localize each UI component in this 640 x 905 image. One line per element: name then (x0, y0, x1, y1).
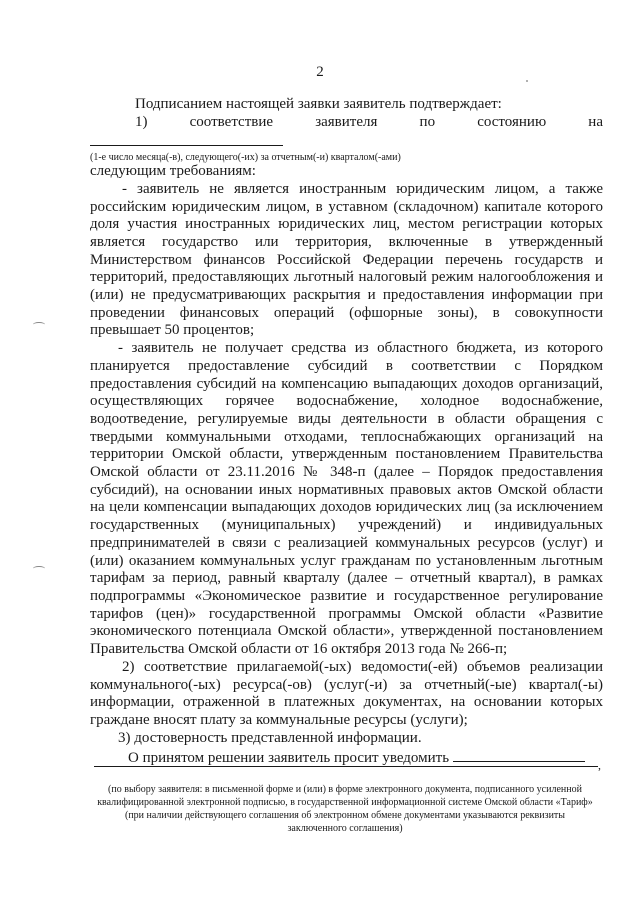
notify-method-caption: (по выбору заявителя: в письменной форме и (или) в форме электронного документа, подписанного усиленной квалифицированной электронной подписью, в государственной информационной системе Омской области «Тариф» (при наличии действующего соглашения об электронном обмене документами указываются реквизиты заключенного соглашения) (97, 784, 593, 834)
trailing-comma: , (598, 758, 601, 772)
intro-line: Подписанием настоящей заявки заявитель подтверждает: (135, 96, 502, 112)
item1-line (90, 114, 603, 152)
requirement-foreign-entity: - заявитель не является иностранным юридическим лицом, а также российским юридическим лицом, в уставном (складочном) капитале которого доля участия иностранных юридических лиц, местом регистрации которых является государство или территория, включенные в утвержденный Министерством финансов Российской Федерации перечень государств и территорий, предоставляющих льготный налоговый режим налогообложения и (или) не предусматривающих раскрытия и предоставления информации при проведении финансовых операций (офшорные зоны), в совокупности превышает 50 процентов; (90, 180, 603, 339)
notify-method-blank-line (94, 766, 598, 767)
item1-prefix: 1) соответствие заявителя по состоянию на (135, 113, 603, 130)
date-blank-line (90, 131, 283, 146)
notify-blank-line (453, 747, 585, 762)
requirements-line: следующим требованиям: (90, 163, 256, 180)
margin-mark (33, 566, 45, 571)
margin-mark (33, 322, 45, 327)
notify-text: О принятом решении заявитель просит уведомить (128, 750, 450, 767)
date-caption: (1-е число месяца(-в), следующего(-их) за отчетным(-и) кварталом(-ами) (90, 152, 401, 164)
notify-line (90, 747, 603, 768)
scan-speck (526, 80, 528, 82)
document-body (90, 96, 603, 768)
item3-paragraph: 3) достоверность представленной информации. (118, 729, 422, 746)
item2-paragraph: 2) соответствие прилагаемой(-ых) ведомости(-ей) объемов реализации коммунального(-ых) ресурса(-ов) (услуг(-и) за отчетный(-ые) квартал(-ы) информации, отраженной в платежных документах, на основании которых граждане вносят плату за коммунальные ресурсы (услуги); (90, 658, 603, 728)
page-number: 2 (316, 64, 324, 80)
requirement-no-regional-funds: - заявитель не получает средства из областного бюджета, из которого планируется предоставление субсидий в соответствии с Порядком предоставления субсидий на компенсацию выпадающих доходов организаций, осуществляющих горячее водоснабжение, холодное водоснабжение, водоотведение, регулируемые виды деятельности в области обращения с твердыми коммунальными отходами, теплоснабжающих организаций на территории Омской области, утвержденным постановлением Правительства Омской области от 23.11.2016 № 348-п (далее – Порядок предоставления субсидий), на основании иных нормативных правовых актов Омской области на цели компенсации выпадающих доходов юридических лиц (за исключением государственных (муниципальных) учреждений) и индивидуальных предпринимателей в связи с реализацией коммунальных ресурсов (услуг) и (или) оказанием коммунальных услуг гражданам по установленным льготным тарифам за период, равный кварталу (далее – отчетный квартал), в рамках подпрограммы «Экономическое развитие и государственное регулирование тарифов (цен)» государственной программы Омской области «Развитие экономического потенциала Омской области», утвержденной постановлением Правительства Омской области от 16 октября 2013 года № 266-п; (90, 340, 603, 658)
